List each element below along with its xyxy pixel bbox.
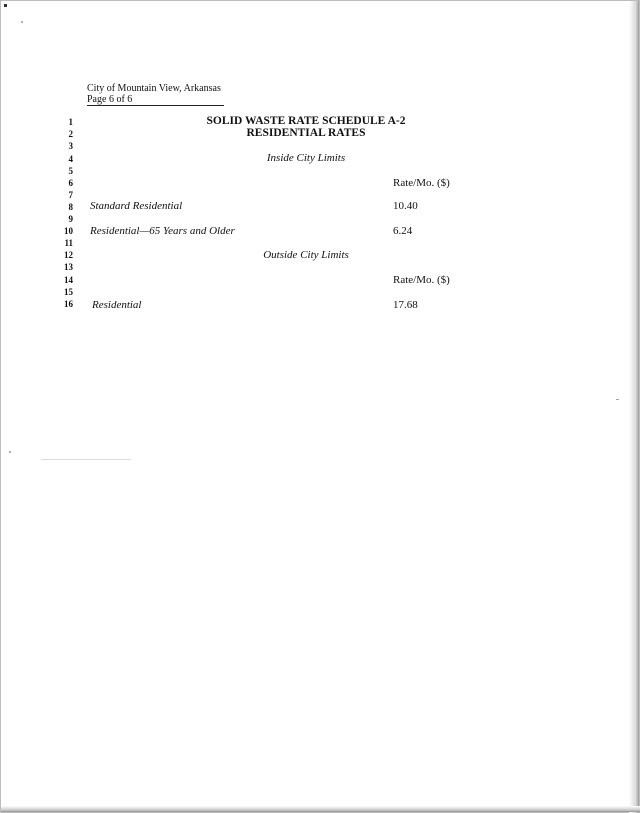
rate-item-label: Standard Residential xyxy=(90,200,183,212)
scan-smudge xyxy=(41,459,131,460)
line-number: 15 xyxy=(64,287,73,297)
header-page-number: Page 6 of 6 xyxy=(87,94,133,105)
line-number: 4 xyxy=(68,154,73,164)
outside-rate-column-header: Rate/Mo. ($) xyxy=(393,274,450,286)
rate-item-label: Residential—65 Years and Older xyxy=(90,225,235,237)
line-number: 9 xyxy=(68,214,73,224)
page-edge-shadow xyxy=(629,1,639,813)
inside-city-heading: Inside City Limits xyxy=(266,152,346,164)
rate-item-value: 17.68 xyxy=(393,299,418,311)
scan-speck xyxy=(616,399,619,400)
header-city: City of Mountain View, Arkansas xyxy=(87,83,221,94)
line-number: 1 xyxy=(68,117,73,127)
line-number: 11 xyxy=(64,238,73,248)
scan-corner-mark xyxy=(4,4,7,7)
rate-item-label: Residential xyxy=(92,299,142,311)
inside-rate-column-header: Rate/Mo. ($) xyxy=(393,177,450,189)
rate-item-value: 10.40 xyxy=(393,200,418,212)
document-header xyxy=(87,83,225,105)
line-number: 3 xyxy=(68,141,73,151)
scan-speck xyxy=(9,451,11,453)
scan-speck xyxy=(21,21,23,23)
page-edge-shadow xyxy=(1,806,640,812)
line-number: 14 xyxy=(64,275,73,285)
line-number: 10 xyxy=(64,226,73,236)
outside-city-heading: Outside City Limits xyxy=(263,249,349,261)
line-number: 2 xyxy=(68,129,73,139)
line-number: 5 xyxy=(68,166,73,176)
line-number: 6 xyxy=(68,178,73,188)
line-number: 16 xyxy=(64,299,73,309)
line-number: 12 xyxy=(64,250,73,260)
rate-item-value: 6.24 xyxy=(393,225,413,237)
header-underline xyxy=(87,105,224,106)
line-number: 7 xyxy=(68,190,73,200)
line-number: 13 xyxy=(64,262,73,272)
schedule-title: SOLID WASTE RATE SCHEDULE A-2 xyxy=(206,115,406,127)
schedule-subtitle: RESIDENTIAL RATES xyxy=(246,127,366,139)
line-number: 8 xyxy=(68,202,73,212)
